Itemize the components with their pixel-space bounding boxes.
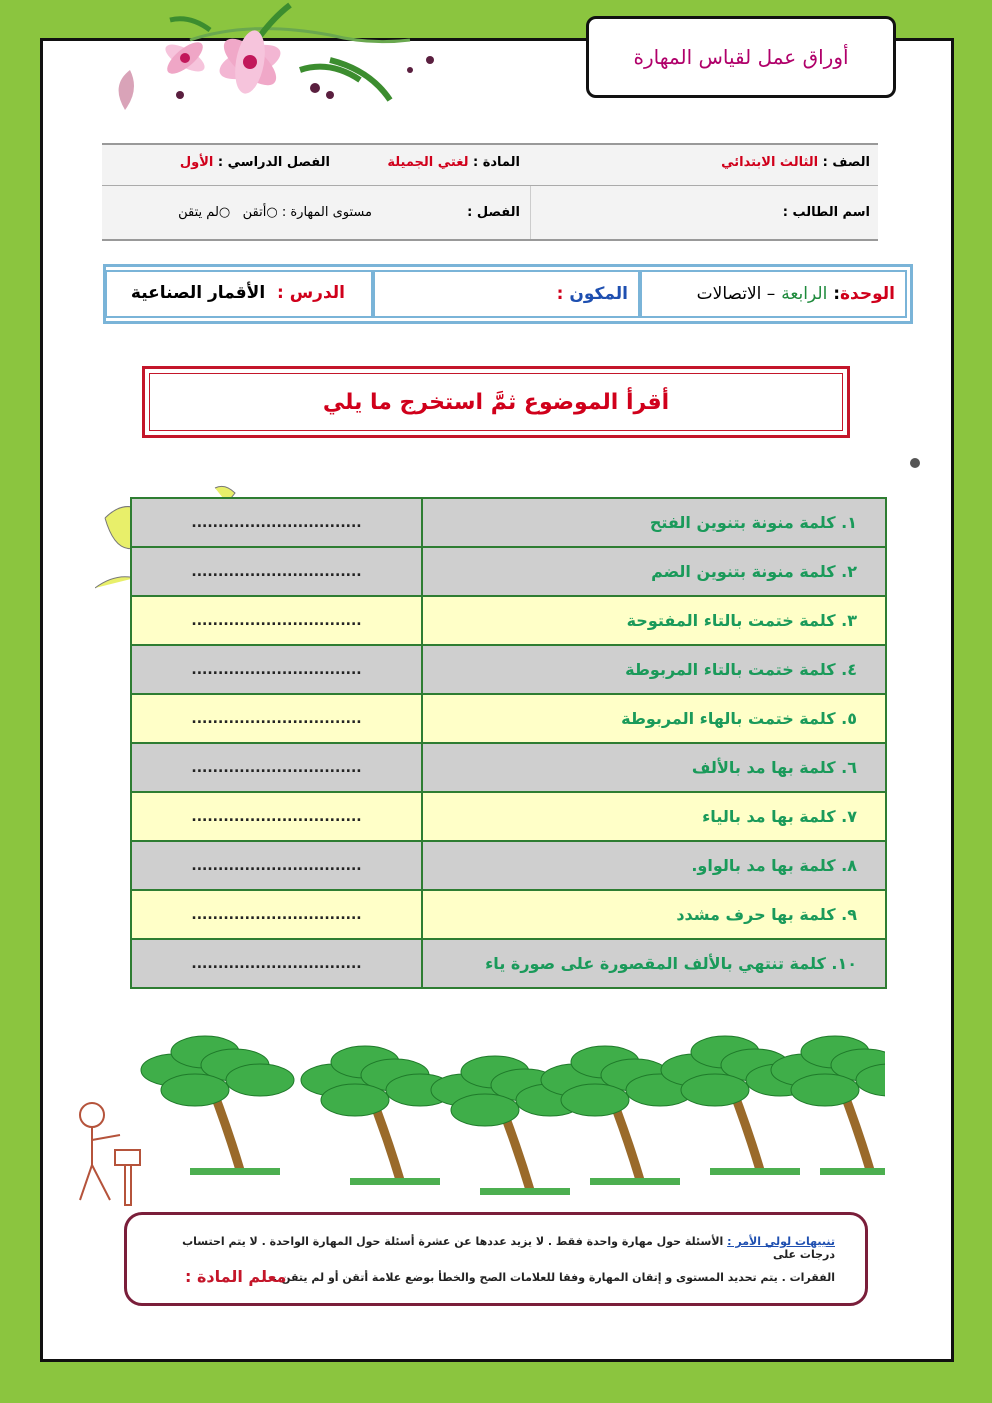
master-option[interactable]: ○أتقن [242,205,278,220]
palm-trees-decoration [125,1020,885,1200]
question-row [131,743,886,792]
question-label: كلمة منونة بتنوين الفتح [649,513,836,532]
question-row [131,596,886,645]
answer-field[interactable]: ................................ [131,939,422,988]
question-number: ١. [841,513,857,532]
term-label: الفصل الدراسي : [217,155,330,170]
question-number: ٩. [841,905,857,924]
answer-field[interactable]: ................................ [131,498,422,547]
question-text [422,792,886,841]
question-label: كلمة تنتهي بالألف المقصورة على صورة ياء [485,954,826,973]
question-number: ٦. [841,758,857,777]
notice-line-1 [157,1235,835,1261]
question-text [422,645,886,694]
flower-decoration [70,0,470,135]
question-number: ٢. [841,562,857,581]
question-number: ٣. [841,611,857,630]
class-label: الفصل : [467,205,520,220]
question-row [131,498,886,547]
grade-label: الصف : [822,155,870,170]
question-label: كلمة بها مد بالياء [702,807,836,826]
class-field[interactable] [467,205,520,220]
unit-name: – الاتصالات [696,284,776,304]
question-label: كلمة منونة بتنوين الضم [651,562,836,581]
grade-value: الثالث الابتدائي [721,155,819,170]
question-text [422,841,886,890]
answer-field[interactable]: ................................ [131,596,422,645]
student-name-label: اسم الطالب : [782,205,870,220]
unit-info-row [103,264,913,324]
question-row [131,841,886,890]
skill-level-field [178,205,372,220]
notice-text-1: الأسئلة حول مهارة واحدة فقط . لا يزيد عددها عن عشرة أسئلة حول المهارة الواحدة . لا يتم احتساب درجات على [182,1235,835,1261]
notice-text-2: الفقرات . يتم تحديد المستوى و إتقان المهارة وفقا للعلامات الصح والخطأ بوضع علامة أتقن أو لم يتقن . [273,1271,835,1284]
unit-cell: الوحدة : الرابعة – الاتصالات [640,270,907,318]
subject-field [387,155,520,170]
question-text [422,547,886,596]
component-label: المكون [569,284,628,304]
palm-tree-icon [141,1036,294,1175]
divider [530,186,531,239]
question-number: ١٠. [831,954,857,973]
answer-field[interactable]: ................................ [131,694,422,743]
divider [102,185,878,186]
unit-value: الرابعة [781,284,828,304]
question-number: ٥. [841,709,857,728]
term-value: الأول [179,155,214,170]
lesson-label: الدرس [289,283,345,303]
parent-notice-box [124,1212,868,1306]
not-master-option-label: لم يتقن [178,205,219,220]
question-number: ٧. [841,807,857,826]
question-text [422,596,886,645]
question-row [131,939,886,988]
question-label: كلمة بها مد بالألف [691,758,836,777]
questions-table [130,497,887,989]
not-master-option[interactable]: ○لم يتقن [178,205,231,220]
student-info-panel [102,143,878,241]
answer-field[interactable]: ................................ [131,792,422,841]
question-text [422,498,886,547]
lesson-value: الأقمار الصناعية [130,283,266,303]
palm-tree-icon [301,1046,454,1185]
answer-field[interactable]: ................................ [131,645,422,694]
grade-field [721,155,870,170]
skill-level-label: مستوى المهارة : [281,205,372,220]
subject-value: لغتي الجميلة [387,155,469,170]
question-text [422,694,886,743]
question-label: كلمة ختمت بالتاء المفتوحة [626,611,836,630]
question-text [422,743,886,792]
question-row [131,694,886,743]
question-row [131,792,886,841]
palm-tree-icon [771,1036,885,1175]
bullet-dot [910,458,920,468]
lesson-field: الدرس : الأقمار الصناعية [130,283,345,303]
subject-label: المادة : [472,155,520,170]
answer-field[interactable]: ................................ [131,890,422,939]
answer-field[interactable]: ................................ [131,547,422,596]
student-name-field[interactable] [783,205,870,220]
question-label: كلمة ختمت بالهاء المربوطة [621,709,836,728]
question-label: كلمة بها حرف مشدد [676,905,836,924]
question-number: ٤. [841,660,857,679]
answer-field[interactable]: ................................ [131,743,422,792]
answer-field[interactable]: ................................ [131,841,422,890]
unit-label: الوحدة [840,284,895,304]
instruction-box [142,366,850,438]
question-number: ٨. [841,856,857,875]
question-text [422,890,886,939]
component-cell: المكون : [373,270,640,318]
question-row [131,547,886,596]
master-option-label: أتقن [242,205,267,220]
term-field [180,155,330,170]
question-row [131,645,886,694]
instruction-text: أقرأ الموضوع ثمَّ استخرج ما يلي [149,373,843,431]
teacher-label: معلم المادة : [185,1267,287,1286]
teacher-figure-icon [70,1095,155,1210]
question-label: كلمة ختمت بالتاء المربوطة [625,660,836,679]
notice-heading: تنبيهات لولي الأمر : [727,1235,835,1248]
question-label: كلمة بها مد بالواو. [691,856,836,875]
worksheet-title-box [586,16,896,98]
question-text [422,939,886,988]
question-row [131,890,886,939]
worksheet-title: أوراق عمل لقياس المهارة [633,45,849,69]
